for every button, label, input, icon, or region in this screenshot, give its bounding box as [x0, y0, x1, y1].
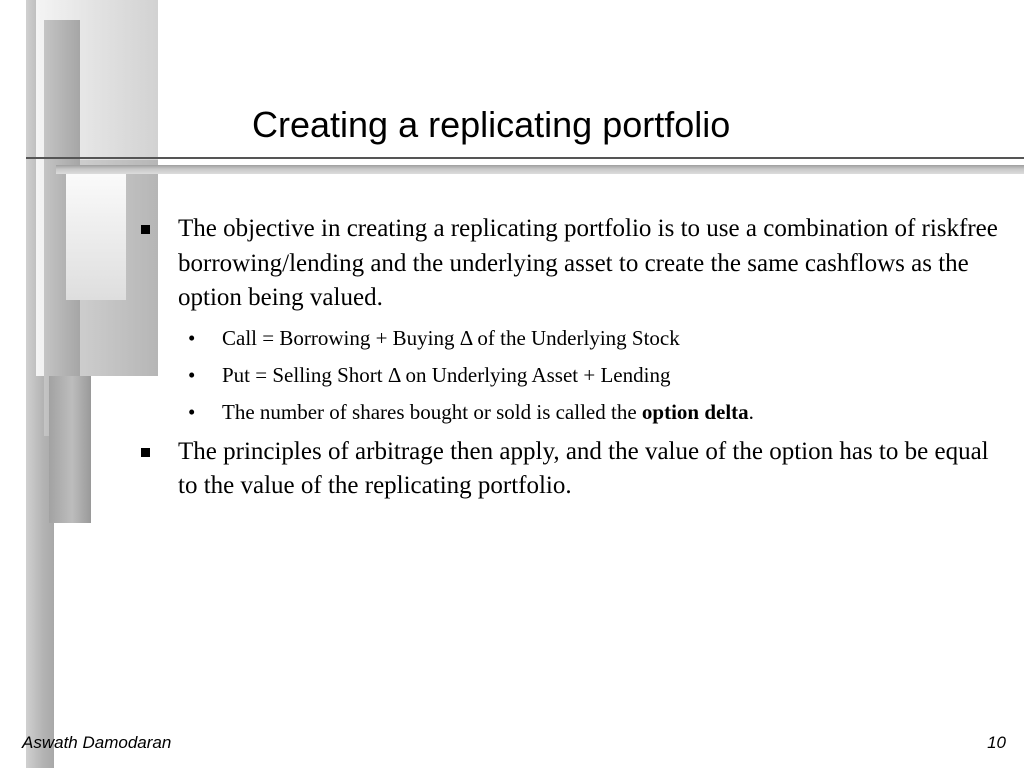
sub-bullet-text: Call = Borrowing + Buying Δ of the Underlying Stock — [222, 325, 680, 350]
decorative-bar — [49, 376, 91, 523]
square-bullet-icon — [141, 448, 150, 457]
page-number: 10 — [987, 733, 1006, 752]
sub-bullet-item — [138, 320, 998, 357]
sub-bullet-text: Put = Selling Short Δ on Underlying Asset + Lending — [222, 362, 671, 387]
sub-bullet-emphasis: option delta — [641, 399, 749, 424]
sub-bullet-item — [138, 394, 998, 431]
bullet-item — [138, 212, 998, 316]
title-divider-bar — [56, 165, 1024, 174]
bullet-text: The objective in creating a replicating portfolio is to use a combination of riskfree borrowing/lending and the underlying asset to create the same cashflows as the option being valued. — [178, 215, 998, 311]
slide-title: Creating a replicating portfolio — [252, 104, 731, 145]
dot-bullet-icon: • — [188, 325, 196, 350]
sub-bullet-text: The number of shares bought or sold is called the — [222, 399, 642, 424]
dot-bullet-icon: • — [188, 362, 196, 387]
slide-body — [138, 212, 998, 504]
bullet-text: The principles of arbitrage then apply, and the value of the option has to be equal to the value of the replicating portfolio. — [178, 437, 989, 499]
decorative-bar — [66, 170, 126, 300]
square-bullet-icon — [141, 225, 150, 234]
sub-bullet-item — [138, 357, 998, 394]
bullet-item — [138, 435, 998, 504]
title-divider — [26, 157, 1024, 159]
dot-bullet-icon: • — [188, 399, 196, 424]
sub-bullet-text-end: . — [748, 399, 754, 424]
footer-author: Aswath Damodaran — [22, 733, 172, 752]
